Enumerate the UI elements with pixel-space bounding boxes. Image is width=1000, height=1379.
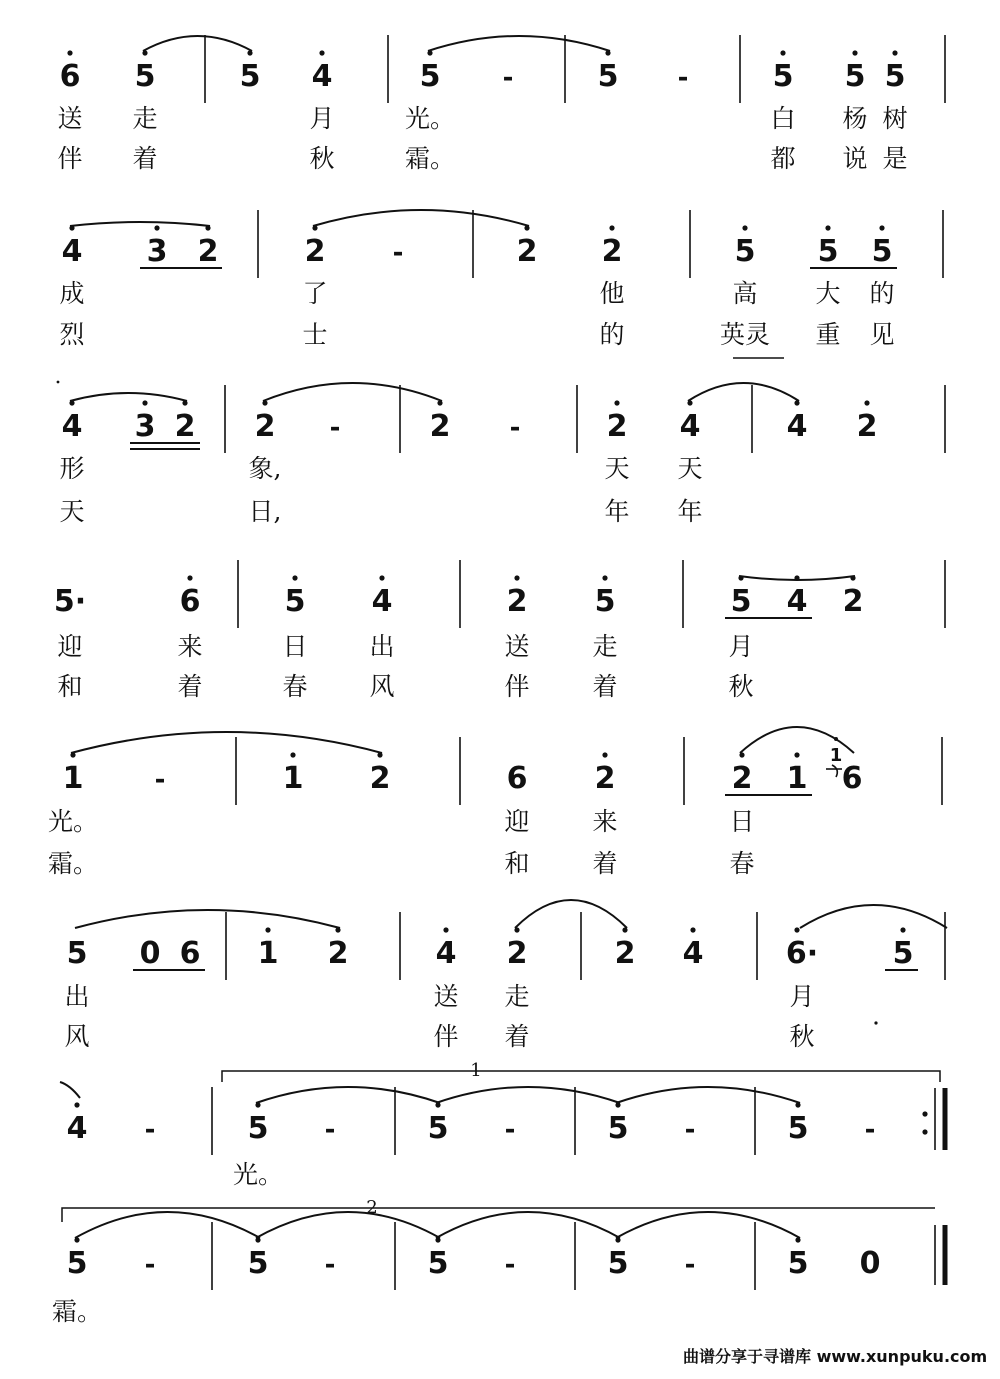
note: 1 xyxy=(257,936,279,971)
note: 5· xyxy=(53,584,87,619)
lyric-verse-2: 英灵 xyxy=(719,320,771,349)
lyric-verse-2: 霜。 xyxy=(404,144,456,173)
lyric-verse-2: 着 xyxy=(504,1022,530,1051)
lyric-verse-2: 都 xyxy=(770,144,796,173)
slur-arc xyxy=(436,1087,620,1103)
lyric-verse-1: 霜。 xyxy=(51,1297,103,1326)
note: 5 xyxy=(884,59,906,94)
note: 4 xyxy=(61,409,83,444)
note: 2 xyxy=(254,409,276,444)
note: 5 xyxy=(730,584,752,619)
sustain-dash: - xyxy=(684,1115,696,1145)
lyric-verse-1: 来 xyxy=(177,632,203,661)
lyric-verse-1: 成 xyxy=(59,279,85,308)
volta-bracket-1 xyxy=(222,1071,940,1082)
note: 5 xyxy=(772,59,794,94)
octave-dot xyxy=(864,400,869,405)
slur-arc xyxy=(70,222,210,226)
octave-dot xyxy=(67,50,72,55)
note: 6 xyxy=(59,59,81,94)
lyric-verse-1: 了 xyxy=(302,279,328,308)
note: 0 xyxy=(139,936,161,971)
lyric-verse-2: 风 xyxy=(64,1022,90,1051)
note: 5 xyxy=(597,59,619,94)
octave-dot xyxy=(742,225,747,230)
slur-arc xyxy=(75,910,340,928)
lyric-verse-1: 大 xyxy=(815,279,841,308)
octave-dot xyxy=(780,50,785,55)
sustain-dash: - xyxy=(392,238,404,268)
sustain-dash: - xyxy=(504,1115,516,1145)
lyric-verse-2: 说 xyxy=(842,144,868,173)
lyric-verse-1: 的 xyxy=(869,279,895,308)
lyric-verse-1: 白 xyxy=(770,104,796,133)
note: 5 xyxy=(239,59,261,94)
sustain-dash: - xyxy=(154,765,166,795)
note: 5 xyxy=(734,234,756,269)
lyric-verse-1: 天 xyxy=(677,454,703,483)
lyric-verse-1: 出 xyxy=(64,982,90,1011)
note: 5 xyxy=(66,1246,88,1281)
lyric-verse-1: 送 xyxy=(57,104,83,133)
lyric-verse-2: 秋 xyxy=(728,672,754,701)
lyric-verse-2: 日, xyxy=(248,497,282,526)
lyric-verse-2: 伴 xyxy=(433,1022,459,1051)
slur-arc xyxy=(60,1082,80,1098)
lyric-verse-1: 天 xyxy=(604,454,630,483)
note: 2 xyxy=(614,936,636,971)
octave-dot xyxy=(187,575,192,580)
note: 0 xyxy=(859,1246,881,1281)
octave-dot xyxy=(825,225,830,230)
note: 5 xyxy=(787,1246,809,1281)
sustain-dash: - xyxy=(324,1115,336,1145)
repeat-dot xyxy=(922,1129,927,1134)
note: 4 xyxy=(786,584,808,619)
lyric-verse-1: 形 xyxy=(59,454,85,483)
note: 4 xyxy=(61,234,83,269)
octave-dot xyxy=(794,752,799,757)
lyric-verse-2: 伴 xyxy=(57,144,83,173)
note: 5 xyxy=(607,1246,629,1281)
slur-arc xyxy=(75,1212,260,1238)
octave-dot xyxy=(443,927,448,932)
lyric-verse-2: 霜。 xyxy=(47,849,99,878)
slur-arc xyxy=(436,1212,620,1238)
note: 5 xyxy=(871,234,893,269)
lyric-verse-2: 春 xyxy=(282,672,308,701)
note: 5 xyxy=(66,936,88,971)
octave-dot xyxy=(834,737,838,741)
lyric-verse-1: 走 xyxy=(504,982,530,1011)
slur-arc xyxy=(256,1212,440,1238)
octave-dot xyxy=(265,927,270,932)
octave-dot xyxy=(622,927,627,932)
note: 2 xyxy=(506,936,528,971)
lyric-verse-1: 来 xyxy=(592,807,618,836)
lyric-verse-1: 迎 xyxy=(504,807,530,836)
note: 6· xyxy=(785,936,819,971)
note: 1 xyxy=(282,761,304,796)
octave-dot xyxy=(154,225,159,230)
lyric-verse-1: 迎 xyxy=(57,632,83,661)
note: 5 xyxy=(607,1111,629,1146)
slur-arc xyxy=(313,210,529,226)
slur-arc xyxy=(70,393,187,401)
lyric-verse-1: 日 xyxy=(282,632,308,661)
lyric-verse-2: 见 xyxy=(869,320,895,349)
lyric-verse-1: 送 xyxy=(504,632,530,661)
note: 5 xyxy=(419,59,441,94)
lyric-verse-1: 日 xyxy=(729,807,755,836)
lyric-verse-2: 烈 xyxy=(59,320,85,349)
sustain-dash: - xyxy=(504,1250,516,1280)
lyric-verse-2: 是 xyxy=(882,144,908,173)
octave-dot xyxy=(292,575,297,580)
note: 2 xyxy=(369,761,391,796)
lyric-verse-2: 年 xyxy=(604,497,630,526)
volta-number: 1 xyxy=(470,1060,482,1081)
note: 6 xyxy=(506,761,528,796)
grace-slur xyxy=(832,765,837,777)
lyric-verse-1: 月 xyxy=(789,982,815,1011)
note: 3 xyxy=(134,409,156,444)
octave-dot xyxy=(892,50,897,55)
lyric-verse-2: 年 xyxy=(677,497,703,526)
lyric-verse-1: 出 xyxy=(369,632,395,661)
lyric-verse-1: 高 xyxy=(732,279,758,308)
note: 2 xyxy=(327,936,349,971)
note: 5 xyxy=(594,584,616,619)
sustain-dash: - xyxy=(144,1250,156,1280)
slur-arc xyxy=(71,732,382,753)
note: 5 xyxy=(817,234,839,269)
slur-arc xyxy=(143,36,252,51)
note: 2 xyxy=(197,234,219,269)
octave-dot xyxy=(142,400,147,405)
octave-dot xyxy=(602,575,607,580)
slur-arc xyxy=(800,905,947,928)
octave-dot xyxy=(690,927,695,932)
sustain-dash: - xyxy=(144,1115,156,1145)
note: 5 xyxy=(787,1111,809,1146)
lyric-verse-2: 着 xyxy=(177,672,203,701)
lyric-verse-2: 风 xyxy=(369,672,395,701)
note: 2 xyxy=(304,234,326,269)
sustain-dash: - xyxy=(509,413,521,443)
sustain-dash: - xyxy=(329,413,341,443)
note: 6 xyxy=(179,936,201,971)
sustain-dash: - xyxy=(864,1115,876,1145)
note: 5 xyxy=(892,936,914,971)
lyric-verse-1: 树 xyxy=(882,104,908,133)
stray-mark xyxy=(57,381,60,384)
note: 4 xyxy=(435,936,457,971)
note: 4 xyxy=(371,584,393,619)
lyric-verse-1: 月 xyxy=(309,104,335,133)
note: 4 xyxy=(311,59,333,94)
lyric-verse-2: 着 xyxy=(592,672,618,701)
stray-mark xyxy=(874,1021,877,1024)
octave-dot xyxy=(852,50,857,55)
note: 4 xyxy=(66,1111,88,1146)
note: 2 xyxy=(594,761,616,796)
octave-dot xyxy=(602,752,607,757)
note: 2 xyxy=(516,234,538,269)
octave-dot xyxy=(900,927,905,932)
lyric-verse-2: 伴 xyxy=(504,672,530,701)
note: 2 xyxy=(842,584,864,619)
lyric-verse-1: 走 xyxy=(132,104,158,133)
lyric-verse-1: 光。 xyxy=(404,104,456,133)
lyric-verse-2: 秋 xyxy=(309,144,335,173)
sustain-dash: - xyxy=(502,63,514,93)
slur-arc xyxy=(616,1212,800,1238)
octave-dot xyxy=(614,400,619,405)
note: 6 xyxy=(179,584,201,619)
lyric-verse-1: 光。 xyxy=(47,807,99,836)
octave-dot xyxy=(379,575,384,580)
octave-dot xyxy=(794,927,799,932)
lyric-verse-1: 光。 xyxy=(232,1160,284,1189)
note: 5 xyxy=(247,1111,269,1146)
note: 5 xyxy=(247,1246,269,1281)
note: 2 xyxy=(601,234,623,269)
note: 5 xyxy=(134,59,156,94)
lyric-verse-2: 士 xyxy=(302,320,328,349)
octave-dot xyxy=(514,575,519,580)
grace-note: 1 xyxy=(829,745,843,766)
lyric-verse-2: 和 xyxy=(57,672,83,701)
sustain-dash: - xyxy=(684,1250,696,1280)
note: 1 xyxy=(786,761,808,796)
site-credit: 曲谱分享于寻谱库 www.xunpuku.com xyxy=(683,1347,988,1366)
slur-arc xyxy=(263,383,442,401)
slur-arc xyxy=(428,36,610,51)
note: 2 xyxy=(606,409,628,444)
lyric-verse-2: 春 xyxy=(729,849,755,878)
lyric-verse-1: 走 xyxy=(592,632,618,661)
note: 4 xyxy=(786,409,808,444)
slur-arc xyxy=(256,1087,440,1103)
note: 2 xyxy=(429,409,451,444)
repeat-dot xyxy=(922,1111,927,1116)
lyric-verse-1: 他 xyxy=(599,279,625,308)
note: 3 xyxy=(146,234,168,269)
note: 5 xyxy=(284,584,306,619)
sustain-dash: - xyxy=(324,1250,336,1280)
lyric-verse-2: 和 xyxy=(504,849,530,878)
note: 4 xyxy=(679,409,701,444)
octave-dot xyxy=(290,752,295,757)
octave-dot xyxy=(319,50,324,55)
slur-arc xyxy=(688,383,799,401)
note: 5 xyxy=(427,1246,449,1281)
lyric-verse-2: 重 xyxy=(815,320,841,349)
note: 6 xyxy=(841,761,863,796)
note: 2 xyxy=(506,584,528,619)
lyric-verse-1: 月 xyxy=(728,632,754,661)
note: 2 xyxy=(856,409,878,444)
lyric-verse-2: 天 xyxy=(59,497,85,526)
note: 1 xyxy=(62,761,84,796)
note: 2 xyxy=(731,761,753,796)
lyric-verse-1: 送 xyxy=(433,982,459,1011)
lyric-verse-2: 着 xyxy=(132,144,158,173)
note: 2 xyxy=(174,409,196,444)
slur-arc xyxy=(616,1087,800,1103)
lyric-verse-2: 的 xyxy=(599,320,625,349)
octave-dot xyxy=(74,1102,79,1107)
lyric-verse-1: 象, xyxy=(248,454,282,483)
octave-dot xyxy=(879,225,884,230)
sustain-dash: - xyxy=(677,63,689,93)
lyric-verse-1: 杨 xyxy=(842,104,868,133)
note: 5 xyxy=(427,1111,449,1146)
slur-arc xyxy=(515,900,627,928)
note: 5 xyxy=(844,59,866,94)
note: 4 xyxy=(682,936,704,971)
octave-dot xyxy=(609,225,614,230)
volta-number: 2 xyxy=(366,1197,378,1218)
lyric-verse-2: 秋 xyxy=(789,1022,815,1051)
lyric-verse-2: 着 xyxy=(592,849,618,878)
